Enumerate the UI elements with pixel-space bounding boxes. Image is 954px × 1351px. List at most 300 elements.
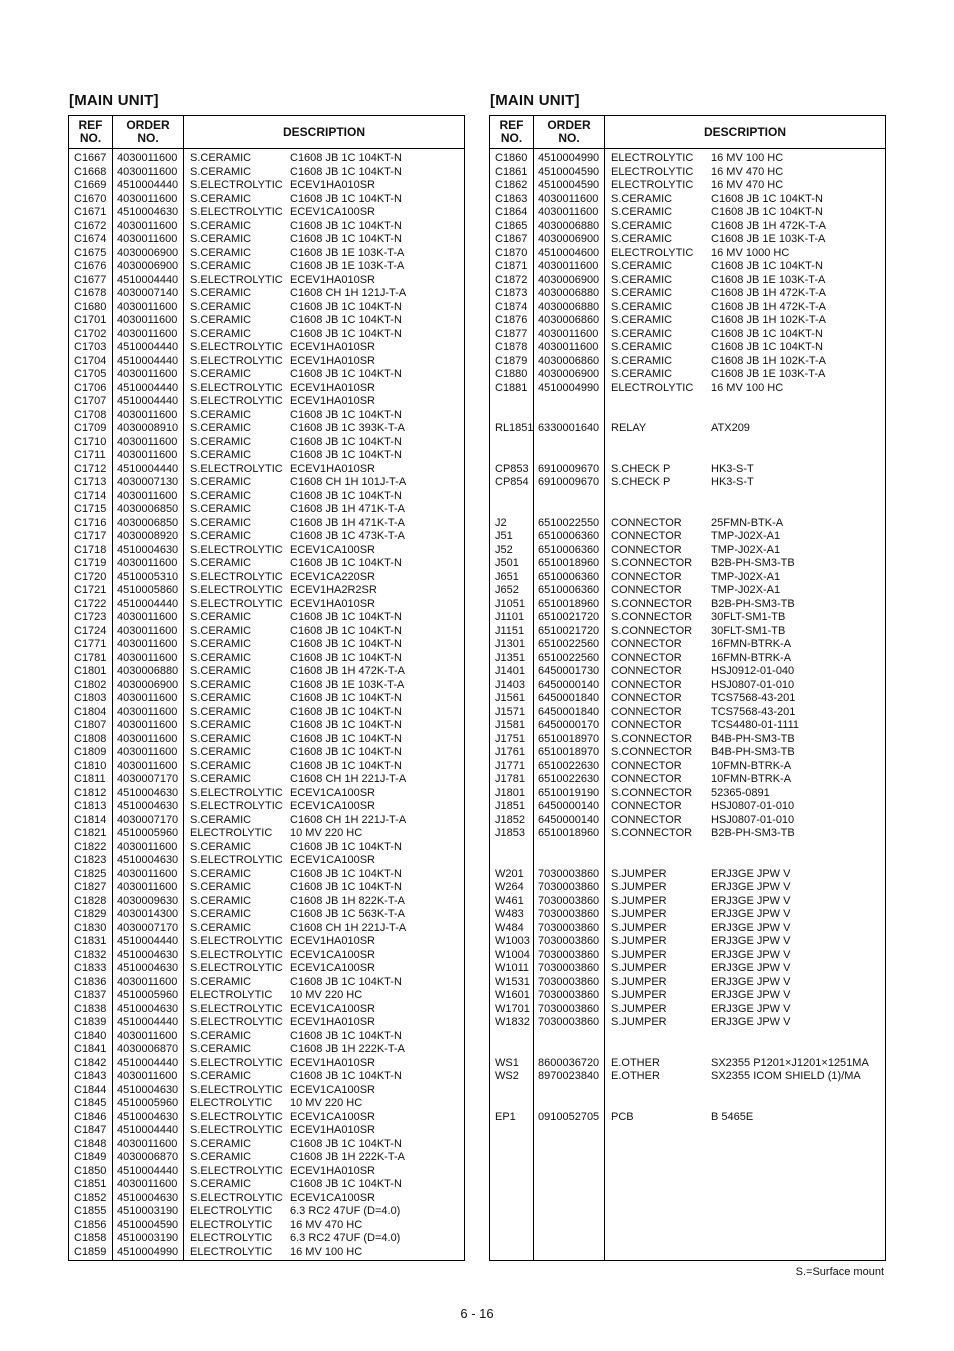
part-type-cell: S.CERAMIC (190, 665, 252, 677)
part-type-cell: S.CERAMIC (190, 435, 252, 448)
ref-no-cell: J652 (495, 584, 519, 596)
part-type-cell: S.CERAMIC (190, 260, 252, 272)
part-spec-cell: HSJ0807-01-010 (711, 800, 795, 812)
part-type-cell: S.CERAMIC (611, 260, 673, 272)
table-row (490, 854, 885, 868)
part-type-cell: PCB (611, 1110, 634, 1123)
table-row (490, 1111, 885, 1125)
order-no-cell: 4030006900 (538, 368, 600, 380)
ref-no-cell: C1671 (74, 206, 107, 218)
order-no-cell: 4510003190 (117, 1205, 179, 1217)
table-row (490, 395, 885, 409)
ref-no-cell: W1011 (495, 962, 530, 974)
ref-no-cell: C1716 (74, 516, 107, 529)
part-type-cell: S.CERAMIC (190, 219, 252, 232)
part-spec-cell: C1608 JB 1C 104KT-N (711, 327, 823, 340)
part-spec-cell: C1608 JB 1E 103K-T-A (290, 678, 405, 691)
ref-no-cell: J1761 (495, 746, 525, 758)
order-no-cell: 4030007140 (117, 287, 179, 299)
order-no-cell: 7030003860 (538, 894, 600, 907)
table-row (490, 760, 885, 774)
order-no-cell: 0910052705 (538, 1110, 600, 1123)
order-no-cell: 6510022560 (538, 638, 600, 650)
order-no-cell: 6510022630 (538, 759, 600, 772)
ref-no-cell: C1712 (74, 462, 107, 475)
table-row (69, 409, 464, 423)
order-no-cell: 4030011600 (117, 746, 178, 758)
table-row (490, 908, 885, 922)
part-type-cell: S.CERAMIC (190, 894, 252, 907)
ref-no-cell: C1841 (74, 1043, 107, 1055)
part-type-cell: S.JUMPER (611, 935, 667, 947)
part-type-cell: CONNECTOR (611, 678, 682, 691)
ref-no-cell: C1851 (74, 1178, 107, 1190)
order-no-cell: 4030006880 (538, 219, 600, 232)
table-row (490, 1084, 885, 1098)
part-type-cell: ELECTROLYTIC (190, 1205, 273, 1217)
part-type-cell: ELECTROLYTIC (611, 381, 694, 394)
table-row (69, 301, 464, 315)
ref-no-cell: W1004 (495, 948, 530, 961)
table-row (69, 260, 464, 274)
ref-no-cell: C1821 (74, 827, 107, 839)
part-spec-cell: C1608 JB 1C 104KT-N (290, 732, 402, 745)
table-row (69, 368, 464, 382)
table-row (69, 233, 464, 247)
order-no-cell: 4510004440 (117, 1164, 179, 1177)
order-no-cell: 4510004440 (117, 597, 179, 610)
order-no-cell: 6910009670 (538, 476, 600, 488)
table-row (490, 382, 885, 396)
table-row (490, 692, 885, 706)
table-row (69, 1124, 464, 1138)
part-spec-cell: ECEV1CA100SR (290, 962, 375, 974)
ref-no-cell: C1842 (74, 1056, 107, 1069)
ref-no-cell: C1871 (495, 260, 528, 272)
part-spec-cell: ECEV1HA2R2SR (290, 584, 377, 596)
ref-no-cell: C1825 (74, 867, 107, 880)
part-type-cell: S.ELECTROLYTIC (190, 395, 283, 407)
ref-no-cell: J1101 (495, 611, 525, 623)
part-spec-cell: ECEV1CA100SR (290, 1191, 375, 1204)
table-row (69, 193, 464, 207)
table-row (69, 449, 464, 463)
part-type-cell: S.CERAMIC (190, 557, 252, 569)
order-no-cell: 6510018960 (538, 597, 600, 610)
ref-no-cell: C1880 (495, 368, 528, 380)
order-no-cell: 4030006860 (538, 354, 600, 367)
ref-no-cell: C1823 (74, 854, 107, 866)
order-no-cell: 4510004440 (117, 935, 179, 947)
order-no-cell: 4510004440 (117, 179, 179, 191)
part-type-cell: S.ELECTROLYTIC (190, 570, 283, 583)
table-row (490, 706, 885, 720)
part-spec-cell: C1608 JB 1C 104KT-N (290, 746, 402, 758)
part-spec-cell: ECEV1CA100SR (290, 800, 375, 812)
right-section-title: [MAIN UNIT] (490, 92, 580, 109)
part-type-cell: S.CERAMIC (190, 921, 252, 934)
order-no-cell: 4510004600 (538, 246, 600, 259)
order-no-cell: 4510003190 (117, 1232, 179, 1244)
part-spec-cell: C1608 JB 1C 104KT-N (711, 260, 823, 272)
ref-no-cell: C1863 (495, 192, 528, 205)
table-row (490, 719, 885, 733)
table-row (69, 571, 464, 585)
ref-no-cell: C1781 (74, 651, 107, 664)
part-spec-cell: SX2355 P1201×J1201×1251MA (711, 1056, 869, 1069)
order-no-cell: 6510018970 (538, 746, 600, 758)
part-type-cell: CONNECTOR (611, 773, 682, 785)
part-spec-cell: 30FLT-SM1-TB (711, 611, 786, 623)
table-row (69, 625, 464, 639)
part-type-cell: S.ELECTROLYTIC (190, 935, 283, 947)
order-no-cell: 6510018970 (538, 732, 600, 745)
ref-no-cell: J651 (495, 570, 519, 583)
part-spec-cell: C1608 JB 1H 471K-T-A (290, 503, 405, 515)
table-row (69, 922, 464, 936)
ref-no-cell: C1838 (74, 1002, 107, 1015)
part-spec-cell: C1608 JB 1C 104KT-N (290, 638, 402, 650)
ref-no-cell: C1855 (74, 1205, 107, 1217)
part-type-cell: ELECTROLYTIC (190, 1232, 273, 1244)
table-row (69, 152, 464, 166)
part-spec-cell: C1608 JB 1C 104KT-N (290, 300, 402, 313)
table-row (69, 949, 464, 963)
table-row (69, 989, 464, 1003)
table-row (69, 247, 464, 261)
order-no-cell: 6510021720 (538, 611, 600, 623)
order-no-cell: 4510004440 (117, 341, 179, 353)
table-row (490, 1097, 885, 1111)
ref-no-cell: C1675 (74, 246, 107, 259)
ref-no-cell: C1703 (74, 341, 107, 353)
order-no-cell: 7030003860 (538, 935, 600, 947)
part-type-cell: S.CONNECTOR (611, 786, 693, 799)
order-no-cell: 6450001840 (538, 705, 600, 718)
part-type-cell: S.CERAMIC (611, 273, 673, 286)
order-no-cell: 6450000170 (538, 719, 600, 731)
ref-no-cell: C1713 (74, 476, 107, 488)
part-type-cell: S.CERAMIC (190, 692, 252, 704)
part-spec-cell: ECEV1HA010SR (290, 1124, 375, 1136)
part-type-cell: S.ELECTROLYTIC (190, 786, 283, 799)
ref-no-cell: C1850 (74, 1164, 107, 1177)
order-no-cell: 6450000140 (538, 678, 600, 691)
order-no-cell: 4510004630 (117, 1083, 179, 1096)
table-row (490, 787, 885, 801)
part-spec-cell: C1608 JB 1C 104KT-N (290, 192, 402, 205)
order-no-cell: 4030006900 (538, 233, 600, 245)
ref-no-cell: J1781 (495, 773, 525, 785)
order-no-cell: 4030011600 (117, 327, 178, 340)
part-spec-cell: C1608 JB 1C 104KT-N (290, 165, 402, 178)
description-header: DESCRIPTION (703, 124, 786, 139)
part-spec-cell: C1608 JB 1E 103K-T-A (711, 368, 826, 380)
table-row (490, 1043, 885, 1057)
order-no-cell: 4030011600 (117, 705, 178, 718)
order-no-cell: 6510006360 (538, 584, 600, 596)
order-no-cell: 4510004630 (117, 206, 179, 218)
part-spec-cell: TMP-J02X-A1 (711, 530, 781, 542)
part-type-cell: S.CERAMIC (190, 314, 252, 326)
table-row (490, 463, 885, 477)
ref-no-cell: C1668 (74, 165, 107, 178)
order-no-cell: 4030011600 (117, 732, 178, 745)
ref-no-cell: C1807 (74, 719, 107, 731)
ref-no-cell: C1830 (74, 921, 107, 934)
order-no-cell: 4510004590 (538, 165, 600, 178)
order-no-cell: 4030008910 (117, 422, 179, 434)
order-no-cell: 4030011600 (117, 624, 178, 637)
part-type-cell: S.CERAMIC (190, 152, 252, 164)
order-no-cell: 4510004630 (117, 962, 179, 974)
order-no-cell: 7030003860 (538, 962, 600, 974)
order-no-cell: 4030011600 (538, 260, 599, 272)
table-row (490, 301, 885, 315)
ref-no-cell: C1862 (495, 179, 528, 191)
ref-no-cell: C1720 (74, 570, 107, 583)
ref-no-cell: W461 (495, 894, 524, 907)
table-row (69, 908, 464, 922)
part-spec-cell: C1608 JB 1C 104KT-N (290, 611, 402, 623)
table-row (490, 976, 885, 990)
order-no-cell: 4510004440 (117, 354, 179, 367)
part-spec-cell: ECEV1HA010SR (290, 273, 375, 286)
ref-no-cell: J1051 (495, 597, 525, 610)
order-no-cell: 4030006880 (538, 300, 600, 313)
part-type-cell: S.JUMPER (611, 962, 667, 974)
table-row (69, 895, 464, 909)
table-row (490, 517, 885, 531)
table-row (490, 598, 885, 612)
part-spec-cell: TCS7568-43-201 (711, 692, 796, 704)
ref-no-cell: C1721 (74, 584, 107, 596)
part-type-cell: S.CERAMIC (611, 327, 673, 340)
part-spec-cell: C1608 JB 1C 104KT-N (290, 651, 402, 664)
part-type-cell: S.CERAMIC (190, 759, 252, 772)
order-no-cell: 4510004630 (117, 1002, 179, 1015)
part-type-cell: S.CERAMIC (190, 476, 252, 488)
part-type-cell: S.CERAMIC (190, 327, 252, 340)
order-no-cell: 4030011600 (117, 692, 178, 704)
part-spec-cell: C1608 JB 1H 102K-T-A (711, 314, 826, 326)
part-spec-cell: 16 MV 470 HC (711, 179, 784, 191)
part-type-cell: S.CHECK P (611, 476, 671, 488)
part-type-cell: S.JUMPER (611, 948, 667, 961)
ref-no-cell: C1858 (74, 1232, 107, 1244)
part-spec-cell: C1608 CH 1H 121J-T-A (290, 287, 407, 299)
order-no-cell: 4510005960 (117, 827, 179, 839)
order-no-cell: 4030011600 (117, 1178, 178, 1190)
part-type-cell: S.CERAMIC (190, 1043, 252, 1055)
order-no-cell: 7030003860 (538, 881, 600, 893)
ref-no-cell: C1676 (74, 260, 107, 272)
order-no-cell: 4030011600 (117, 1029, 178, 1042)
part-spec-cell: 10 MV 220 HC (290, 1097, 363, 1109)
ref-no-cell: C1701 (74, 314, 107, 326)
table-row (69, 1057, 464, 1071)
table-row (490, 652, 885, 666)
ref-no-header: REF NO. (499, 118, 524, 145)
part-spec-cell: 30FLT-SM1-TB (711, 624, 786, 637)
part-type-cell: S.ELECTROLYTIC (190, 800, 283, 812)
table-row (69, 341, 464, 355)
part-type-cell: S.ELECTROLYTIC (190, 1002, 283, 1015)
ref-no-cell: C1711 (74, 449, 106, 461)
part-type-cell: CONNECTOR (611, 516, 682, 529)
order-no-cell: 6910009670 (538, 462, 600, 475)
part-type-cell: S.CHECK P (611, 462, 671, 475)
table-row (490, 733, 885, 747)
part-type-cell: S.CONNECTOR (611, 827, 693, 839)
ref-no-cell: C1840 (74, 1029, 107, 1042)
ref-no-cell: C1719 (74, 557, 107, 569)
order-no-cell: 4030011600 (117, 219, 178, 232)
ref-no-cell: C1856 (74, 1218, 107, 1231)
table-row (69, 679, 464, 693)
part-spec-cell: ERJ3GE JPW V (711, 867, 791, 880)
ref-no-cell: C1867 (495, 233, 528, 245)
part-spec-cell: C1608 JB 1C 104KT-N (290, 233, 402, 245)
ref-no-cell: C1843 (74, 1070, 107, 1082)
order-no-cell: 4510004630 (117, 786, 179, 799)
ref-no-cell: C1832 (74, 948, 107, 961)
part-type-cell: CONNECTOR (611, 719, 682, 731)
ref-no-cell: C1771 (74, 638, 107, 650)
part-type-cell: S.CERAMIC (190, 503, 252, 515)
part-spec-cell: TCS4480-01-1111 (711, 719, 800, 731)
ref-no-cell: J1561 (495, 692, 525, 704)
table-row (69, 935, 464, 949)
ref-no-cell: J1851 (495, 800, 525, 812)
ref-no-cell: C1677 (74, 273, 107, 286)
part-spec-cell: C1608 JB 1C 104KT-N (290, 624, 402, 637)
part-spec-cell: SX2355 ICOM SHIELD (1)/MA (711, 1070, 861, 1082)
part-spec-cell: ERJ3GE JPW V (711, 908, 791, 920)
ref-no-cell: C1865 (495, 219, 528, 232)
part-spec-cell: C1608 JB 1C 104KT-N (290, 881, 402, 893)
table-row (69, 530, 464, 544)
part-spec-cell: C1608 JB 1H 472K-T-A (711, 287, 826, 299)
part-spec-cell: TCS7568-43-201 (711, 705, 796, 718)
order-no-cell: 4030011600 (117, 840, 178, 853)
table-row (69, 598, 464, 612)
table-row (69, 355, 464, 369)
table-row (69, 638, 464, 652)
part-type-cell: S.JUMPER (611, 975, 667, 988)
part-type-cell: S.ELECTROLYTIC (190, 1056, 283, 1069)
part-spec-cell: ECEV1HA010SR (290, 179, 375, 191)
part-type-cell: ELECTROLYTIC (190, 827, 273, 839)
ref-no-cell: C1837 (74, 989, 107, 1001)
order-no-cell: 4510004630 (117, 948, 179, 961)
order-no-cell: 7030003860 (538, 975, 600, 988)
part-spec-cell: C1608 JB 1C 104KT-N (290, 1178, 402, 1190)
ref-no-cell: J2 (495, 516, 507, 529)
part-spec-cell: ERJ3GE JPW V (711, 989, 791, 1001)
order-no-cell: 6510018960 (538, 827, 600, 839)
order-no-cell: 4030011600 (538, 206, 599, 218)
part-spec-cell: C1608 JB 1C 104KT-N (290, 692, 402, 704)
part-type-cell: S.CERAMIC (190, 368, 252, 380)
ref-no-header: REF NO. (78, 118, 103, 145)
table-row (490, 314, 885, 328)
part-type-cell: S.CERAMIC (190, 1178, 252, 1190)
table-row (490, 449, 885, 463)
order-no-cell: 7030003860 (538, 1016, 600, 1028)
ref-no-cell: C1717 (74, 530, 107, 542)
left-section-title: [MAIN UNIT] (69, 92, 159, 109)
order-no-cell: 4510004590 (117, 1218, 179, 1231)
table-row (490, 287, 885, 301)
order-no-cell: 4030007130 (117, 476, 179, 488)
ref-no-cell: C1680 (74, 300, 107, 313)
ref-no-cell: J51 (495, 530, 513, 542)
order-no-cell: 4030011600 (117, 314, 178, 326)
table-row (69, 1003, 464, 1017)
order-no-cell: 6450000140 (538, 813, 600, 826)
ref-no-cell: C1831 (74, 935, 107, 947)
part-type-cell: S.CERAMIC (190, 611, 252, 623)
part-type-cell: S.CERAMIC (190, 449, 252, 461)
ref-no-cell: C1852 (74, 1191, 107, 1204)
order-no-cell: 6450001730 (538, 665, 600, 677)
part-type-cell: CONNECTOR (611, 570, 682, 583)
order-no-cell: 4030011600 (117, 165, 178, 178)
part-type-cell: S.ELECTROLYTIC (190, 381, 283, 394)
part-spec-cell: C1608 JB 1H 222K-T-A (290, 1043, 405, 1055)
ref-no-cell: C1702 (74, 327, 107, 340)
table-row (69, 206, 464, 220)
ref-no-cell: W483 (495, 908, 524, 920)
ref-no-cell: J1151 (495, 624, 525, 637)
surface-mount-footnote: S.=Surface mount (795, 1266, 884, 1278)
order-no-cell: 4030011600 (538, 327, 599, 340)
ref-no-cell: C1811 (74, 773, 106, 785)
order-no-cell: 4030014300 (117, 908, 179, 920)
order-no-cell: 4030011600 (117, 867, 178, 880)
part-type-cell: S.CERAMIC (190, 1137, 252, 1150)
table-row (490, 922, 885, 936)
ref-no-cell: C1724 (74, 624, 107, 637)
table-row (490, 544, 885, 558)
part-type-cell: ELECTROLYTIC (611, 152, 694, 164)
order-no-cell: 4030011600 (117, 557, 178, 569)
ref-no-cell: C1879 (495, 354, 528, 367)
table-row (69, 1111, 464, 1125)
table-row (490, 247, 885, 261)
part-type-cell: S.CERAMIC (190, 881, 252, 893)
order-no-cell: 4030009630 (117, 894, 179, 907)
part-type-cell: S.CONNECTOR (611, 597, 693, 610)
order-no-cell: 4030006900 (117, 260, 179, 272)
ref-no-cell: J1853 (495, 827, 525, 839)
table-row (490, 679, 885, 693)
table-row (69, 841, 464, 855)
ref-no-cell: C1810 (74, 759, 107, 772)
part-type-cell: S.CONNECTOR (611, 557, 693, 569)
part-type-cell: S.CERAMIC (190, 773, 252, 785)
order-no-header: ORDER NO. (126, 118, 170, 145)
table-row (490, 800, 885, 814)
part-type-cell: S.CERAMIC (190, 233, 252, 245)
ref-no-cell: J1351 (495, 651, 525, 664)
table-row (69, 584, 464, 598)
table-row (490, 841, 885, 855)
ref-no-cell: W1701 (495, 1002, 530, 1015)
ref-no-cell: C1839 (74, 1016, 107, 1028)
ref-no-cell: C1848 (74, 1137, 107, 1150)
